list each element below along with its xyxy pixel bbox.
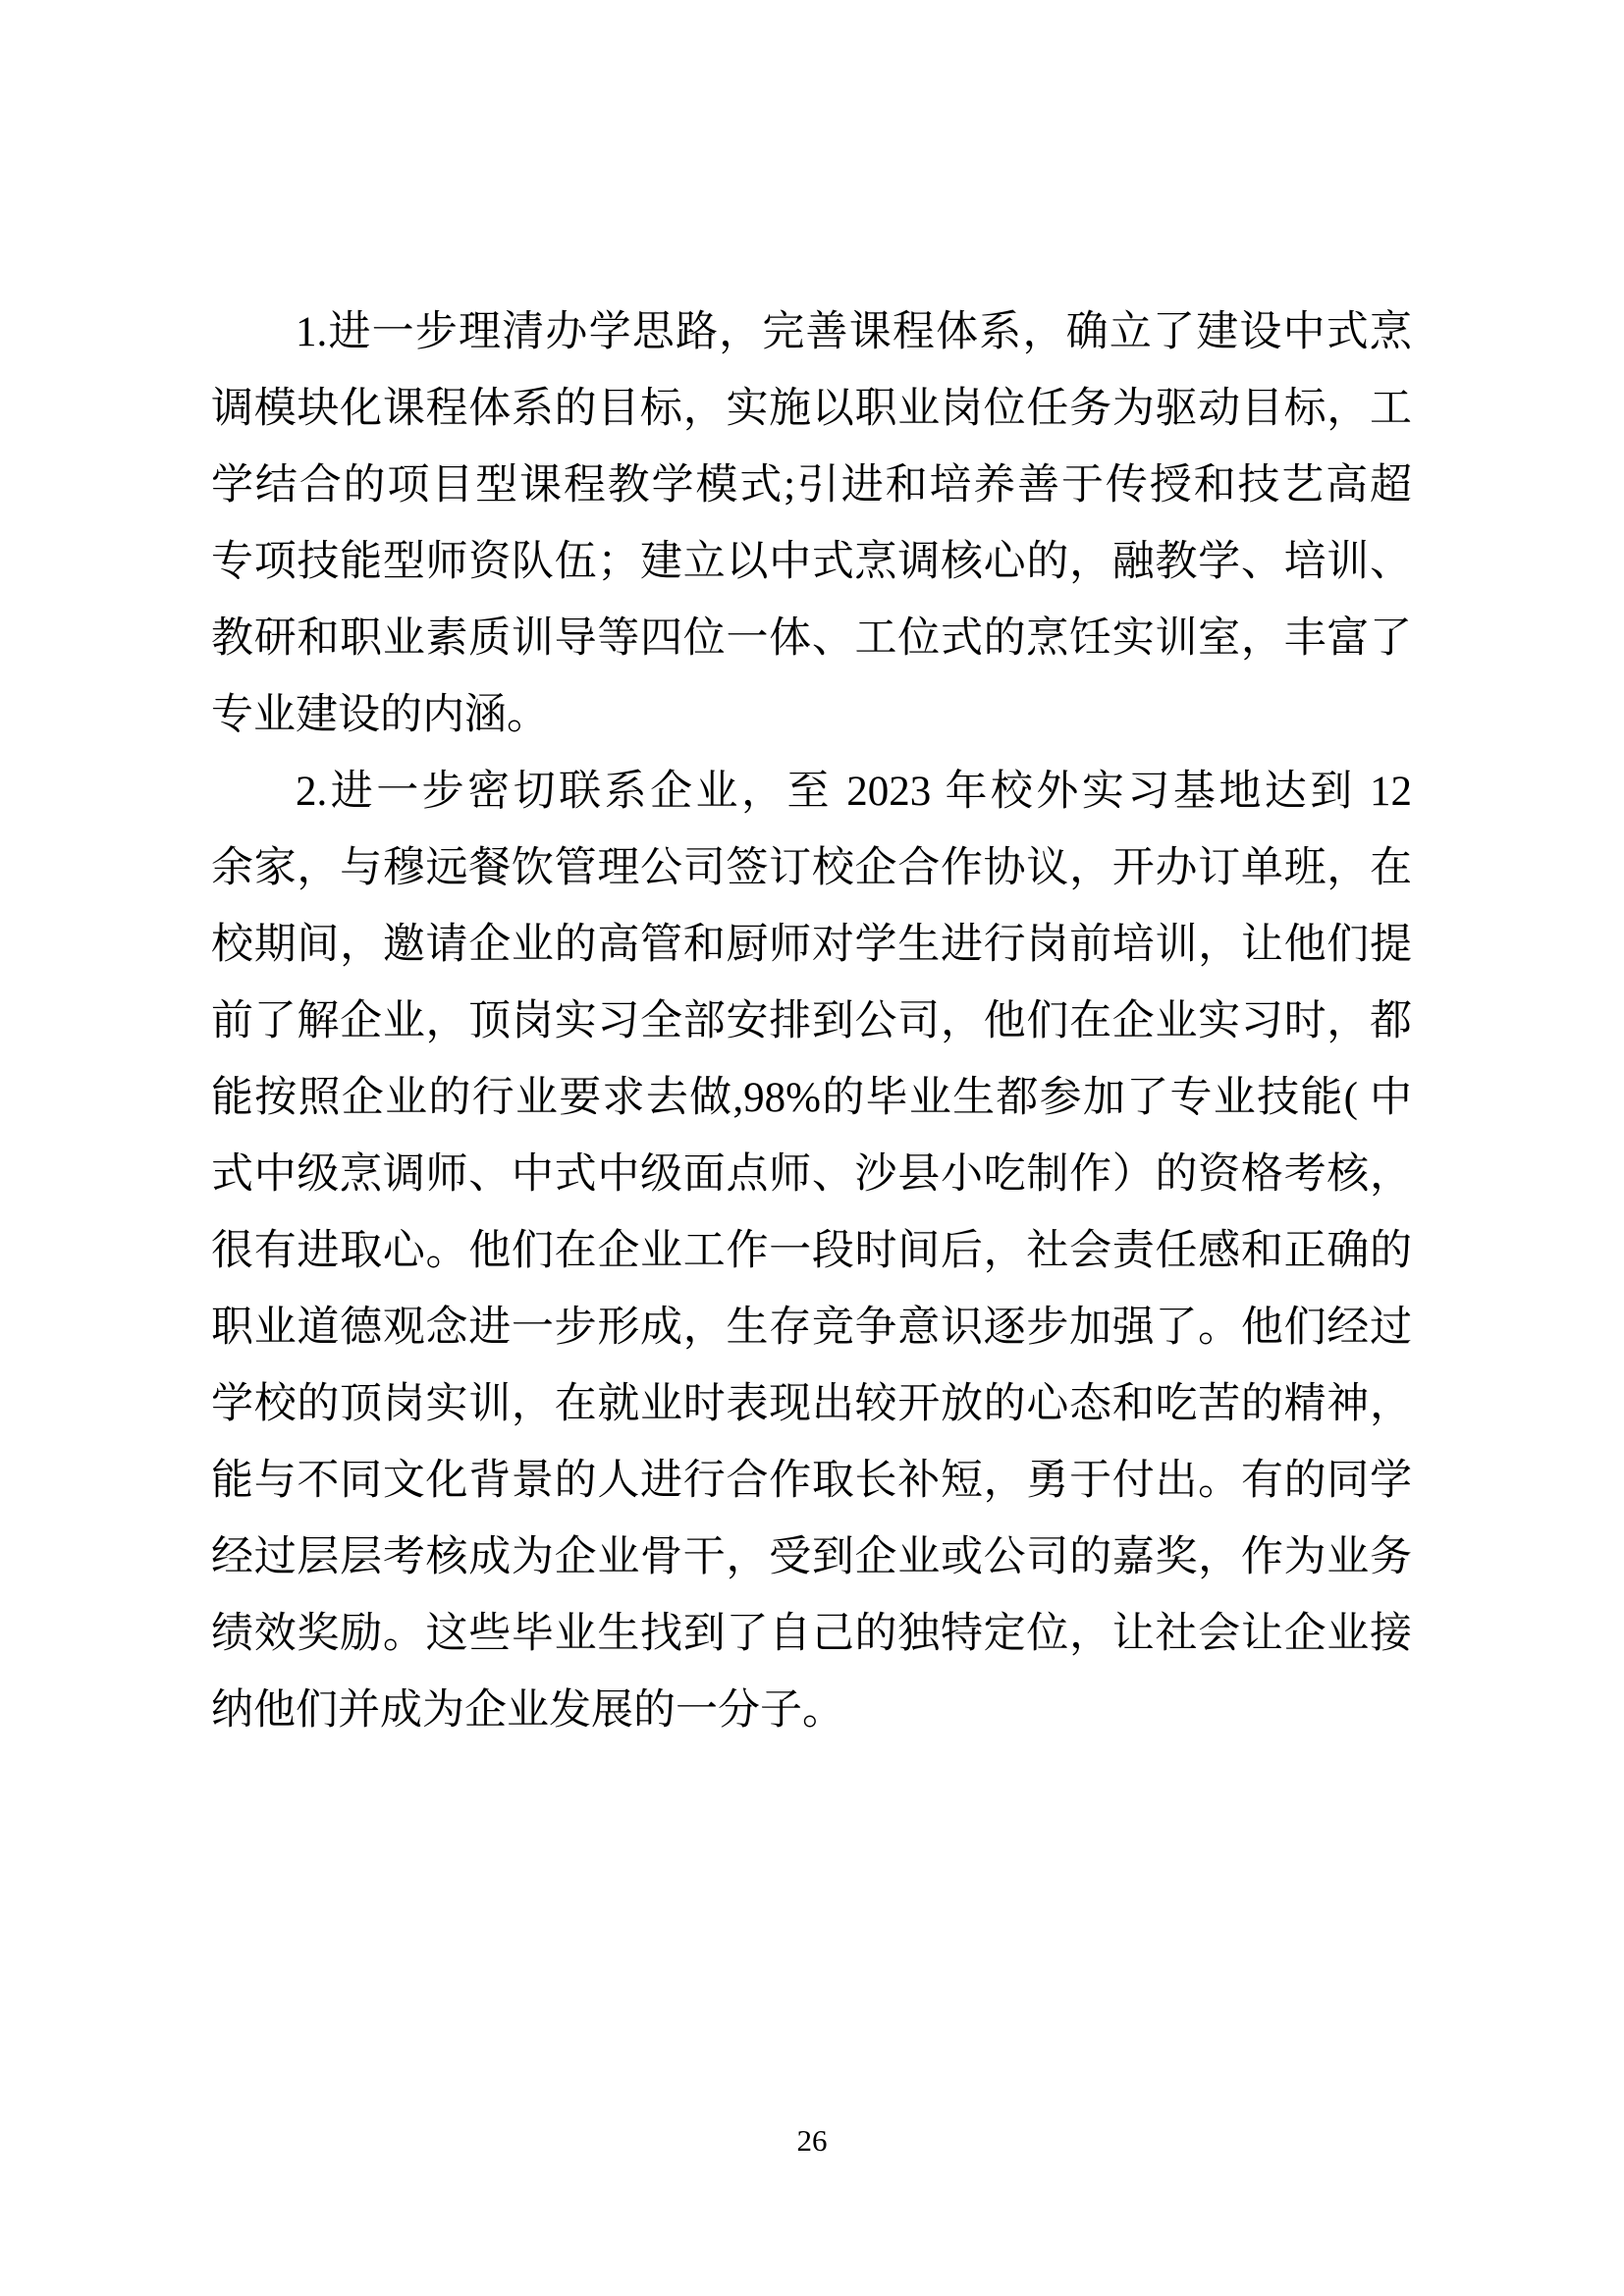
text-line: 2.进一步密切联系企业，至 2023 年校外实习基地达到 12	[296, 769, 1412, 815]
page-number: 26	[796, 2123, 828, 2158]
text-line: 学校的顶岗实训，在就业时表现出较开放的心态和吃苦的精神，	[211, 1381, 1412, 1427]
text-line: 能与不同文化背景的人进行合作取长补短，勇于付出。有的同学	[211, 1458, 1412, 1504]
text-line: 绩效奖励。这些毕业生找到了自己的独特定位，让社会让企业接	[211, 1611, 1412, 1657]
text-line: 能按照企业的行业要求去做,98%的毕业生都参加了专业技能( 中	[211, 1075, 1412, 1121]
text-line: 经过层层考核成为企业骨干，受到企业或公司的嘉奖，作为业务	[211, 1534, 1412, 1580]
text-line: 教研和职业素质训导等四位一体、工位式的烹饪实训室，丰富了	[211, 615, 1412, 662]
text-line: 式中级烹调师、中式中级面点师、沙县小吃制作）的资格考核，	[211, 1151, 1412, 1198]
text-line: 校期间，邀请企业的高管和厨师对学生进行岗前培训，让他们提	[211, 922, 1412, 968]
text-line: 专项技能型师资队伍；建立以中式烹调核心的，融教学、培训、	[211, 539, 1412, 585]
text-line: 前了解企业，顶岗实习全部安排到公司，他们在企业实习时，都	[211, 998, 1412, 1044]
text-line: 纳他们并成为企业发展的一分子。	[211, 1687, 844, 1734]
text-line: 余家，与穆远餐饮管理公司签订校企合作协议，开办订单班，在	[211, 845, 1412, 891]
text-line: 1.进一步理清办学思路，完善课程体系，确立了建设中式烹	[296, 309, 1412, 355]
text-line: 调模块化课程体系的目标，实施以职业岗位任务为驱动目标，工	[211, 386, 1412, 432]
text-line: 很有进取心。他们在企业工作一段时间后，社会责任感和正确的	[211, 1228, 1412, 1274]
document-body	[211, 294, 1412, 1749]
text-line: 职业道德观念进一步形成，生存竞争意识逐步加强了。他们经过	[211, 1305, 1412, 1351]
text-line: 学结合的项目型课程教学模式;引进和培养善于传授和技艺高超	[211, 462, 1412, 508]
text-line: 专业建设的内涵。	[211, 692, 549, 738]
